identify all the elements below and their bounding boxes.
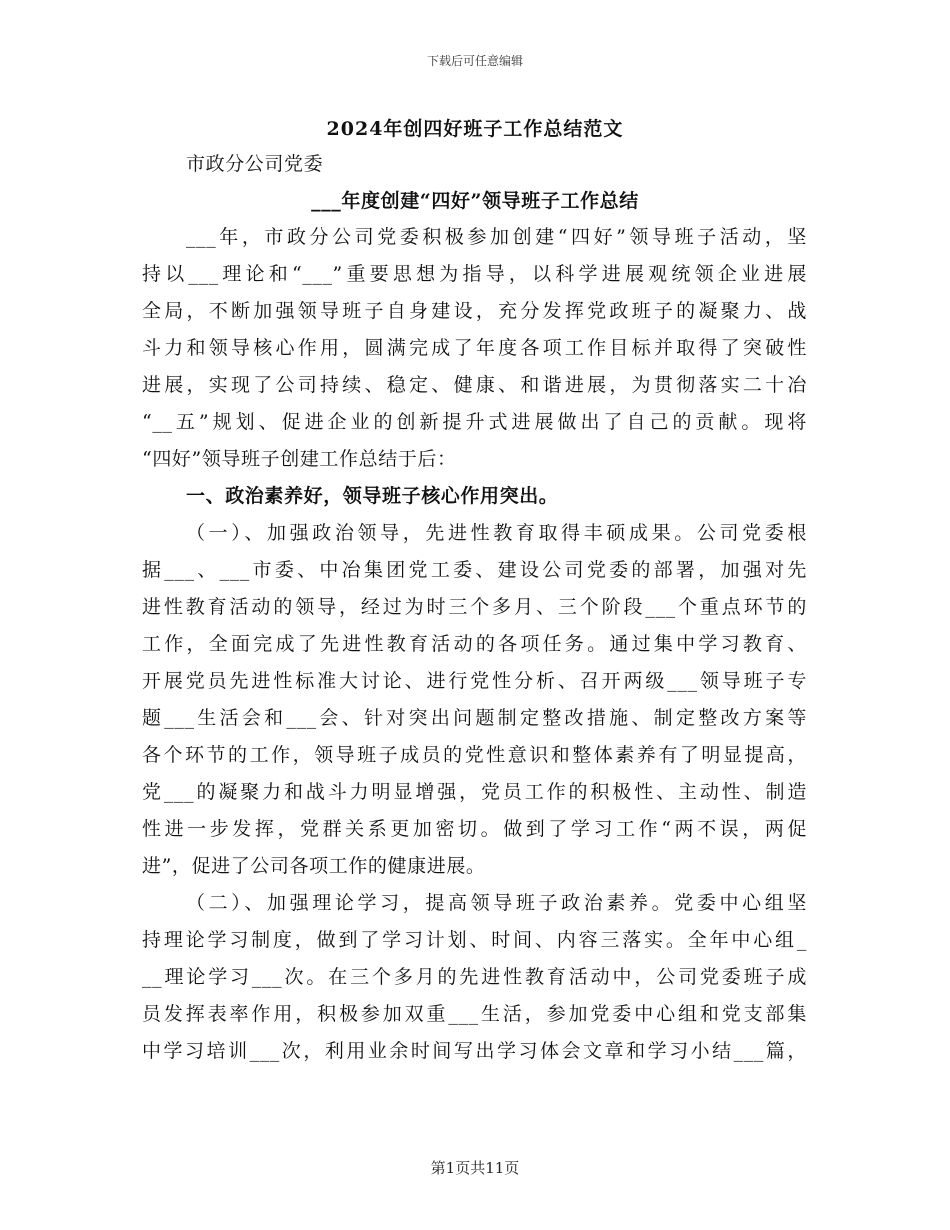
body-line: 全局，不断加强领导班子自身建设，充分发挥党政班子的凝聚力、战 xyxy=(142,300,807,322)
document-subtitle: ___年度创建“四好”领导班子工作总结 xyxy=(311,190,639,212)
body-line: ___年，市政分公司党委积极参加创建“四好”领导班子活动，坚 xyxy=(186,226,807,248)
body-line: 据___、___市委、中冶集团党工委、建设公司党委的部署，加强对先 xyxy=(142,559,807,581)
body-line: 进展，实现了公司持续、稳定、健康、和谐进展，为贯彻落实二十冶 xyxy=(142,374,807,396)
body-line: 题___生活会和___会、针对突出问题制定整改措施、制定整改方案等 xyxy=(142,707,807,729)
body-line: 持理论学习制度，做到了学习计划、时间、内容三落实。全年中心组_ xyxy=(142,929,807,951)
body-line: __理论学习___次。在三个多月的先进性教育活动中，公司党委班子成 xyxy=(142,966,807,988)
section-heading: 一、政治素养好，领导班子核心作用突出。 xyxy=(186,485,559,507)
body-line: 各个环节的工作，领导班子成员的党性意识和整体素养有了明显提高， xyxy=(142,744,807,766)
document-title: 2024年创四好班子工作总结范文 xyxy=(326,118,624,140)
body-line: 开展党员先进性标准大讨论、进行党性分析、召开两级___领导班子专 xyxy=(142,670,807,692)
body-line: 员发挥表率作用，积极参加双重___生活，参加党委中心组和党支部集 xyxy=(142,1003,807,1025)
body-line: （一）、加强政治领导，先进性教育取得丰硕成果。公司党委根 xyxy=(186,522,807,544)
body-line: （二）、加强理论学习，提高领导班子政治素养。党委中心组坚 xyxy=(186,892,807,914)
body-line: 工作，全面完成了先进性教育活动的各项任务。通过集中学习教育、 xyxy=(142,633,807,655)
body-line: “__五”规划、促进企业的创新提升式进展做出了自己的贡献。现将 xyxy=(142,411,807,433)
body-line: 性进一步发挥，党群关系更加密切。做到了学习工作“两不误，两促 xyxy=(142,818,807,840)
body-line: 斗力和领导核心作用，圆满完成了年度各项工作目标并取得了突破性 xyxy=(142,337,807,359)
body-line: 进”，促进了公司各项工作的健康进展。 xyxy=(142,855,486,877)
body-line: 进性教育活动的领导，经过为时三个多月、三个阶段___个重点环节的 xyxy=(142,596,807,618)
organization-line: 市政分公司党委 xyxy=(186,153,324,175)
page-header: 下载后可任意编辑 xyxy=(426,54,523,68)
body-line: 中学习培训___次，利用业余时间写出学习体会文章和学习小结___篇， xyxy=(142,1040,807,1062)
body-line: “四好”领导班子创建工作总结于后： xyxy=(142,448,457,470)
page-footer: 第1页共11页 xyxy=(430,1159,520,1177)
body-line: 党___的凝聚力和战斗力明显增强，党员工作的积极性、主动性、制造 xyxy=(142,781,807,803)
body-line: 持以___理论和“___”重要思想为指导，以科学进展观统领企业进展 xyxy=(142,263,807,285)
